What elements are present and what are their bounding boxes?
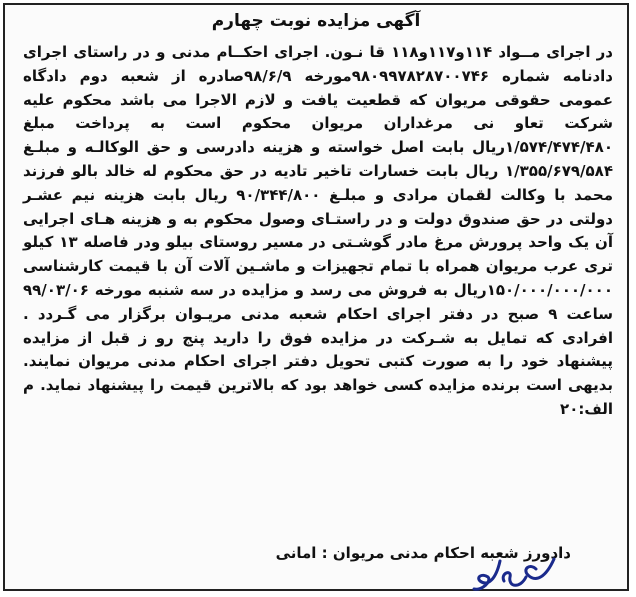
notice-body [23, 41, 613, 422]
notice-frame [3, 3, 629, 591]
handwritten-number-mark [470, 547, 562, 593]
notice-paragraph: در اجرای مــواد ۱۱۴و۱۱۷و۱۱۸ قا نـون. اجرای احکــام مدنی و در راستای اجرای دادنامه شماره ۹۸۰۹۹۷۸۲۸۷۰۰۷۴۶مورخه ۹۸/۶/۹صادره از شعبه دوم دادگاه عمومی حقوقی مریوان که قطعیت یافت و لازم الاجرا می باشد محکوم علیه شرکت تعاو نی مرغداران مریوان محکوم است به پرداخت مبلغ ۱/۵۷۴/۴۷۴/۴۸۰ریال بابت اصل خواسته و هزینه دادرسی و حق الوکالـه و مبلـغ ۱/۳۵۵/۶۷۹/۵۸۴ ریال بابت خسارات تاخیر تادیه در حق محکوم له خالد بالو فرزند محمد با وکالت لقمان مرادی و مبلـغ ۹۰/۳۴۴/۸۰۰ ریال بابت هزینه نیم عشـر دولتی در حق صندوق دولت و در راستـای وصول محکوم به و هزینه هـای اجرایی آن یک واحد پرورش مرغ مادر گوشـتی در مسیر روستای بیلو ودر فاصله ۱۳ کیلو تری عرب مریوان همراه با تمام تجهیزات و ماشـین آلات آن با قیمت کارشناسی ۱۵۰/۰۰۰/۰۰۰/۰۰۰ریال به فروش می رسد و مزایده در سه شنبه مورخه ۹۹/۰۳/۰۶ ساعت ۹ صبح در دفتر اجرای احکام شعبه مدنی مریـوان برگزار می گـردد . افرادی که تمایل به شـرکت در مزایده فوق را دارید پنج رو ز قبل از مزایده پیشنهاد خود را به صورت کتبی تحویل دفتر اجرای احکام مدنی مریوان نمایند. بدیهی است برنده مزایده کسی خواهد بود که بالاترین قیمت را پیشنهاد نماید. م الف:۲۰ [23, 43, 613, 418]
notice-signature: دادورز شعبه احکام مدنی مریوان : امانی [275, 544, 571, 562]
notice-title: آگهی مزایده نوبت چهارم [211, 11, 421, 31]
